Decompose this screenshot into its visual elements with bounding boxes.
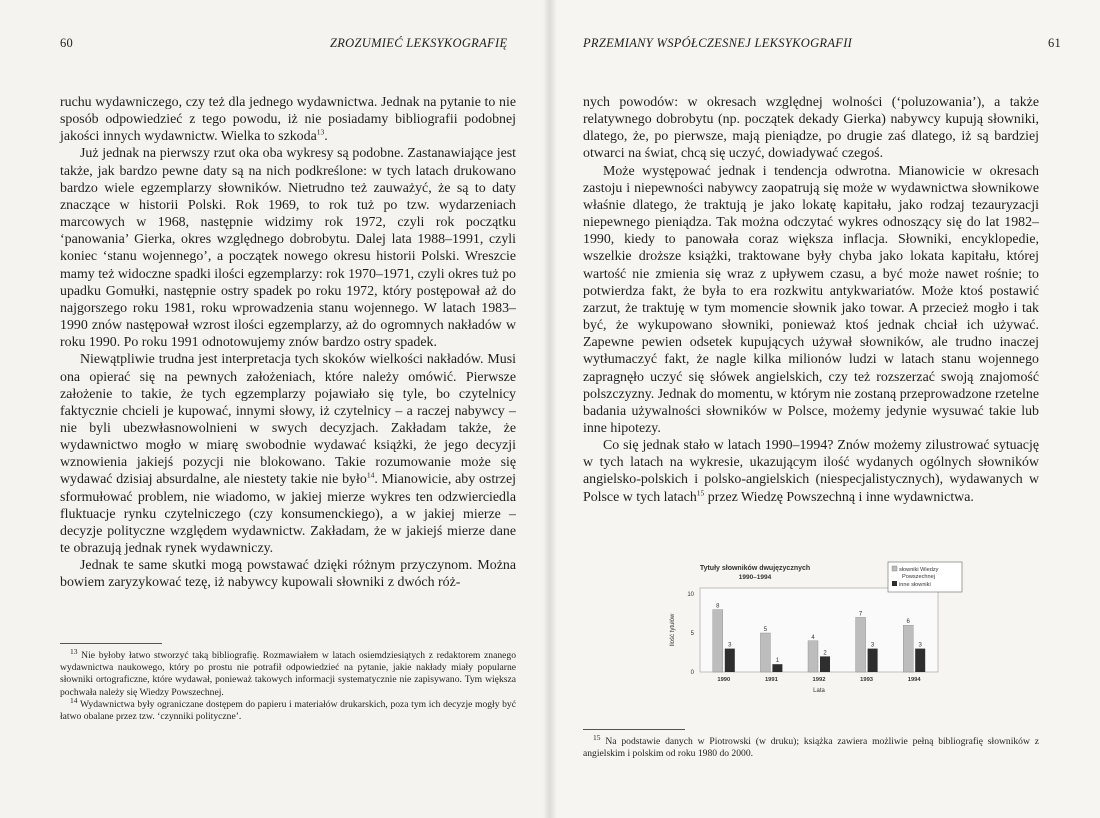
right-page-number: 61 (1048, 36, 1062, 50)
left-page-number: 60 (60, 36, 74, 50)
chart-plot-area (700, 588, 938, 672)
bar-value-label: 3 (918, 642, 922, 649)
bar-value-label: 4 (811, 634, 815, 641)
bar-1-1992 (808, 641, 818, 672)
paragraph (60, 351, 516, 557)
paragraph-text: . (324, 129, 328, 145)
paragraph-text: nych powodów: w okresach względnej wolności (‘poluzowania’), a także relatywnego dobrobytu (np. początek dekady Gierka) nabywcy kupują słowniki, dlatego, że, po pierwsze, mają pieniądze, po drugie zaś dlatego, iż są bardziej otwarci na świat, chcą się uczyć, dowiadywać czegoś. (583, 95, 1039, 162)
x-tick-label: 1993 (860, 677, 874, 683)
paragraph-text: przez Wiedzę Powszechną i inne wydawnictwa. (704, 489, 974, 505)
bar-value-label: 6 (906, 619, 910, 626)
footnote-ref: 13 (316, 127, 325, 137)
bar-2-1992 (820, 656, 830, 672)
paragraph (60, 557, 516, 591)
bar-value-label: 8 (716, 603, 720, 610)
legend-label-series-1-cont: Powszechnej (902, 574, 935, 580)
footnote (583, 732, 1039, 760)
left-running-title: ZROZUMIEĆ LEKSYKOGRAFIĘ (330, 36, 508, 50)
bar-value-label: 3 (728, 642, 732, 649)
dictionary-titles-chart (660, 560, 970, 700)
footnote-ref: 14 (366, 470, 375, 480)
book-gutter (543, 0, 557, 818)
bar-1-1991 (760, 633, 770, 672)
footnote-number: 14 (70, 695, 78, 705)
paragraph-text: Jednak te same skutki mogą powstawać dzięki różnym przyczynom. Można bowiem zaryzykować tezę, iż nabywcy kupowali słowniki z dwóch róż- (60, 558, 516, 591)
y-axis-label: Ilość tytułów (670, 613, 676, 647)
y-tick-label: 0 (690, 670, 694, 676)
footnote-ref: 15 (696, 487, 705, 497)
x-tick-label: 1994 (907, 677, 921, 683)
bar-2-1991 (772, 664, 782, 672)
y-tick-label: 5 (690, 631, 694, 637)
left-body-text (60, 94, 516, 592)
chart-title-line1: Tytuły słowników dwujęzycznych (699, 565, 811, 572)
bar-2-1990 (725, 649, 735, 672)
paragraph (583, 163, 1039, 438)
left-footnotes (60, 646, 516, 723)
paragraph (60, 145, 516, 351)
x-tick-label: 1991 (764, 677, 778, 683)
paragraph-text: . Mianowicie, aby ostrzej sformułować problem, nie wiadomo, w jakiej mierze wykres ten odzwierciedla fluktuacje rynku czytelniczego (czy konsumenckiego), a w jakiej mierze – decyzje polityczne względem wydawnictw. Zakładam, że w jakiejś mierze dane te obrazują jednak rynek wydawniczy. (60, 472, 516, 557)
footnote-number: 15 (593, 732, 601, 742)
bar-1-1994 (903, 625, 913, 672)
bar-value-label: 1 (775, 658, 780, 665)
legend-label-series-2: inne słowniki (899, 582, 931, 588)
right-footnote-rule (583, 729, 685, 730)
footnote (60, 695, 516, 723)
bar-2-1994 (915, 649, 925, 672)
bar-value-label: 2 (823, 650, 827, 657)
footnote (60, 646, 516, 699)
left-footnote-rule (60, 643, 162, 644)
bar-1-1990 (713, 610, 723, 672)
chart-title-line2: 1990–1994 (738, 574, 772, 581)
footnote-text: Nie byłoby łatwo stworzyć taką bibliografię. Rozmawiałem w latach osiemdziesiątych z redaktorem znanego wydawnictwa naukowego, który po prostu nie potrafił odpowiedzieć na pytanie, jakie nakłady miały popularne słowniki ortograficzne, które wydawał, ponieważ takowych informacji systematycznie nie zapisywano. Tym większa pochwała należy się Wiedzy Powszechnej. (60, 650, 516, 698)
right-running-title: PRZEMIANY WSPÓŁCZESNEJ LEKSYKOGRAFII (583, 36, 853, 50)
footnote-number: 13 (70, 646, 78, 656)
x-tick-label: 1990 (717, 677, 731, 683)
paragraph-text: Może występować jednak i tendencja odwrotna. Mianowicie w okresach zastoju i niepewności nabywcy zaopatrują się może w wydawnictwa słownikowe właśnie dlatego, że traktują je jako lokatę kapitału, jako rodzaj tezauryzacji niepewnego pieniądza. Tak można odczytać wykres odnoszący się do lat 1982–1990, kiedy to panowała coraz większa inflacja. Słowniki, encyklopedie, wszelkie droższe książki, traktowane były chyba jako lokata kapitału, której wartość nie zmienia się wraz z upływem czasu, a być może nawet rośnie; to potwierdza fakt, że była to era rozkwitu antykwariatów. Może ktoś postawić zarzut, że traktuję w tym momencie słownik jako towar. A przecież mogło i tak być, że wykupowano słowniki, ponieważ ktoś jednak chciał ich używać. Zapewne pewien odsetek kupujących używał słowników, ale trudno inaczej wytłumaczyć fakt, że nagle kilka milionów ludzi w latach stanu wojennego zapragnęło uczyć się słówek angielskich, czy też rozszerzać swoją znajomość polszczyzny. Jednak do momentu, w którym nie zostaną przeprowadzone rzetelne badania używalności słowników w Polsce, możemy jedynie wysuwać takie lub inne hipotezy. (583, 163, 1039, 436)
legend-label-series-1: słowniki Wiedzy (899, 567, 939, 573)
x-axis-label: Lata (813, 688, 825, 694)
x-tick-label: 1992 (812, 677, 826, 683)
bar-1-1993 (856, 617, 866, 672)
y-tick-label: 10 (687, 592, 694, 598)
bar-2-1993 (868, 649, 878, 672)
bar-value-label: 3 (870, 642, 875, 649)
legend-swatch-series-2 (892, 581, 897, 586)
bar-value-label: 5 (763, 627, 768, 633)
paragraph-text: Co się jednak stało w latach 1990–1994? Znów możemy zilustrować sytuację w tych latach na wykresie, ukazującym ilość wydanych ogólnych słowników angielsko-polskich i polsko-angielskich (niespecjalistycznych), wydawanych w Polsce w tych latach (583, 438, 1039, 505)
right-body-text (583, 94, 1039, 506)
paragraph-text: Niewątpliwie trudna jest interpretacja tych skoków wielkości nakładów. Musi ona opierać się na pewnych założeniach, które należy omówić. Pierwsze założenie to takie, że tych egzemplarzy pojawiało się tyle, bo czytelnicy faktycznie chcieli je kupować, innymi słowy, iż czytelnicy – a raczej nabywcy – nie byli ubezwłasnowolnieni w swych decyzjach. Zakładam także, że wydawnictwo mogło w miarę swobodnie wydawać książki, że jego decyzji wznowienia jakiejś pozycji nie blokowano. Takie rozumowanie może się wydawać dzisiaj absurdalne, ale niestety takie nie było (60, 352, 516, 488)
footnote-text: Na podstawie danych w Piotrowski (w druku); książka zawiera możliwie pełną bibliografię słowników z angielskim i polskim od roku 1980 do 2000. (583, 736, 1039, 760)
paragraph (583, 94, 1039, 163)
paragraph (60, 94, 516, 145)
chart-svg (660, 560, 970, 700)
footnote-text: Wydawnictwa były ograniczane dostępem do papieru i materiałów drukarskich, poza tym ich decyzje mogły być łatwo obalane przez tzw. ‘czynniki polityczne’. (60, 698, 516, 723)
right-footnotes (583, 732, 1039, 760)
paragraph-text: ruchu wydawniczego, czy też dla jednego wydawnictwa. Jednak na pytanie to nie sposób odpowiedzieć z tego powodu, iż nie posiadamy bibliografii podobnej jakości innych wydawnictw. Wielka to szkoda (60, 95, 516, 145)
legend-swatch-series-1 (892, 566, 897, 571)
bar-value-label: 7 (858, 611, 863, 618)
paragraph-text: Już jednak na pierwszy rzut oka oba wykresy są podobne. Zastanawiające jest także, jak bardzo pewne daty są na nich podkreślone: w tych latach drukowano bardzo wiele egzemplarzy słowników. Nietrudno też zauważyć, że są to daty znaczące w historii Polski. Rok 1969, to rok tuż po tzw. wydarzeniach marcowych w 1968, następnie widzimy rok 1972, czyli rok początku ‘panowania’ Gierka, okres względnego dobrobytu. Dalej lata 1988–1991, czyli koniec ‘stanu wojennego’, a początek nowego okresu historii Polski. Wreszcie mamy też widoczne spadki ilości egzemplarzy: rok 1970–1971, czyli okres tuż po upadku Gomułki, następnie ostry spadek po roku 1972, który postępował aż do najgorszego roku 1981, roku wprowadzenia stanu wojennego. W latach 1983–1990 znów następował wzrost ilości egzemplarzy, aż do ogromnych nakładów w roku 1990. Po roku 1991 odnotowujemy znów bardzo ostry spadek. (60, 146, 516, 351)
paragraph (583, 437, 1039, 506)
